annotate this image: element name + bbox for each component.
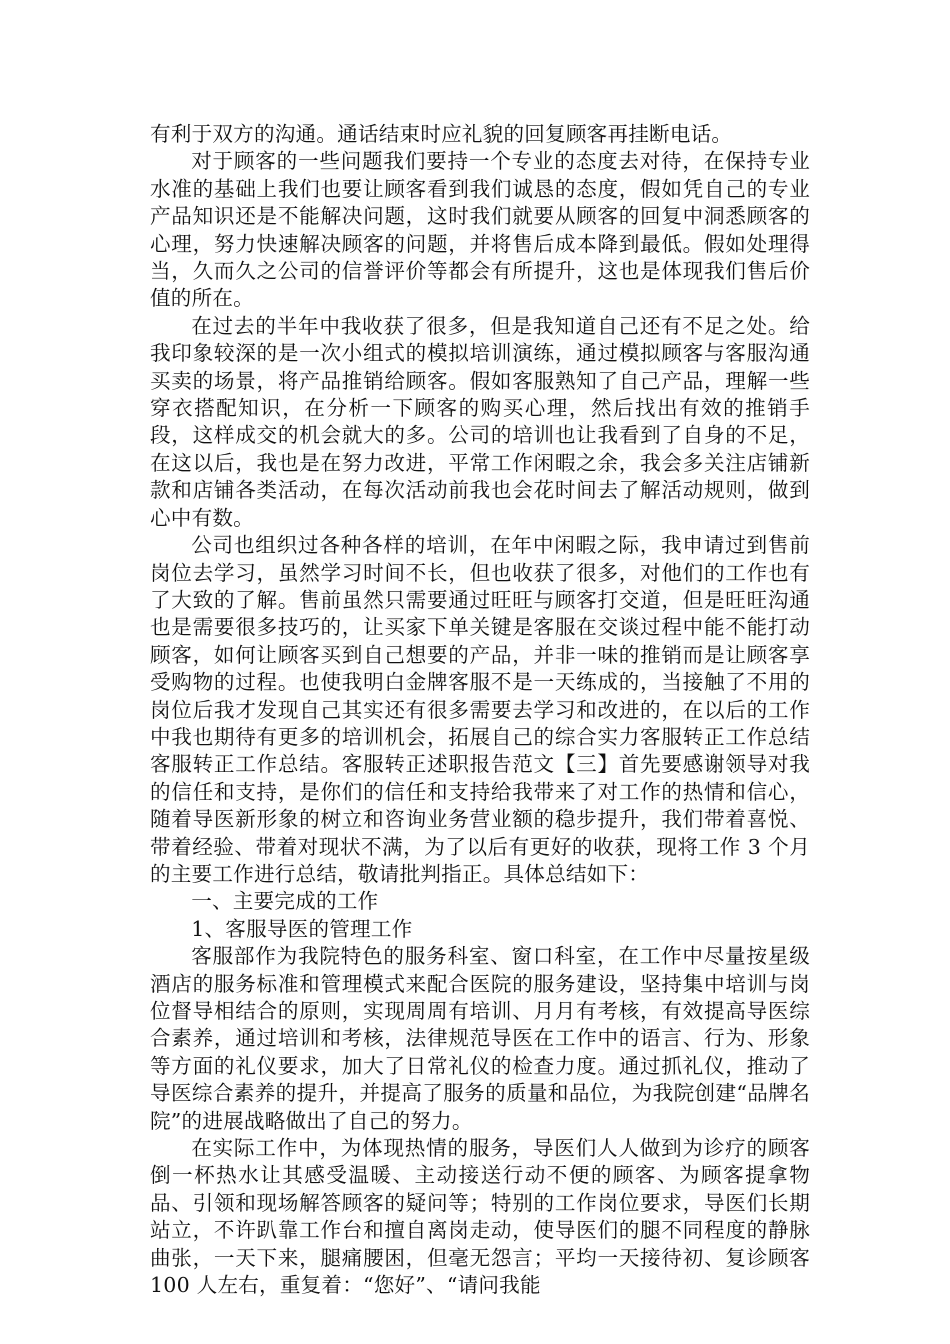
section-heading: 一、主要完成的工作 — [191, 889, 379, 914]
subsection-heading: 1、客服导医的管理工作 — [191, 916, 413, 941]
paragraph-6: 在实际工作中，为体现热情的服务，导医们人人做到为诊疗的顾客倒一杯热水让其感受温暖、主动接送行动不便的顾客、为顾客提拿物品、引领和现场解答顾客的疑问等；特别的工作岗位要求，导医们长期站立，不许趴靠工作台和擅自离岗走动，使导医们的腿不同程度的静脉曲张，一天下来，腿痛腰困，但毫无怨言；平均一天接待初、复诊顾客 100 人左右，重复着：“您好”、“请问我能 — [150, 1136, 810, 1298]
paragraph-3: 在过去的半年中我收获了很多，但是我知道自己还有不足之处。给我印象较深的是一次小组式的模拟培训演练，通过模拟顾客与客服沟通买卖的场景，将产品推销给顾客。假如客服熟知了自己产品，理解一些穿衣搭配知识，在分析一下顾客的购买心理，然后找出有效的推销手段，这样成交的机会就大的多。公司的培训也让我看到了自身的不足，在这以后，我也是在努力改进，平常工作闲暇之余，我会多关注店铺新款和店铺各类活动，在每次活动前我也会花时间去了解活动规则，做到心中有数。 — [150, 313, 810, 530]
paragraph-2: 对于顾客的一些问题我们要持一个专业的态度去对待，在保持专业水准的基础上我们也要让顾客看到我们诚恳的态度，假如凭自己的专业产品知识还是不能解决问题，这时我们就要从顾客的回复中洞悉顾客的心理，努力快速解决顾客的问题，并将售后成本降到最低。假如处理得当，久而久之公司的信誉评价等都会有所提升，这也是体现我们售后价值的所在。 — [150, 149, 810, 311]
paragraph-1: 有利于双方的沟通。通话结束时应礼貌的回复顾客再挂断电话。 — [150, 122, 733, 146]
paragraph-5: 客服部作为我院特色的服务科室、窗口科室，在工作中尽量按星级酒店的服务标准和管理模式来配合医院的服务建设，坚持集中培训与岗位督导相结合的原则，实现周周有培训、月月有考核，有效提高导医综合素养，通过培训和考核，法律规范导医在工作中的语言、行为、形象等方面的礼仪要求，加大了日常礼仪的检查力度。通过抓礼仪，推动了导医综合素养的提升，并提高了服务的质量和品位，为我院创建“品牌名院”的进展战略做出了自己的努力。 — [150, 944, 810, 1133]
document-body — [150, 121, 810, 1299]
paragraph-4: 公司也组织过各种各样的培训，在年中闲暇之际，我申请过到售前岗位去学习，虽然学习时间不长，但也收获了很多，对他们的工作也有了大致的了解。售前虽然只需要通过旺旺与顾客打交道，但是旺旺沟通也是需要很多技巧的，让买家下单关键是客服在交谈过程中能不能打动顾客，如何让顾客买到自己想要的产品，并非一味的推销而是让顾客享受购物的过程。也使我明白金牌客服不是一天练成的，当接触了不用的岗位后我才发现自己其实还有很多需要去学习和改进的，在以后的工作中我也期待有更多的培训机会，拓展自己的综合实力客服转正工作总结客服转正工作总结。客服转正述职报告范文【三】首先要感谢领导对我的信任和支持，是你们的信任和支持给我带来了对工作的热情和信心，随着导医新形象的树立和咨询业务营业额的稳步提升，我们带着喜悦、带着经验、带着对现状不满，为了以后有更好的收获，现将工作 3 个月的主要工作进行总结，敬请批判指正。具体总结如下： — [150, 533, 810, 886]
